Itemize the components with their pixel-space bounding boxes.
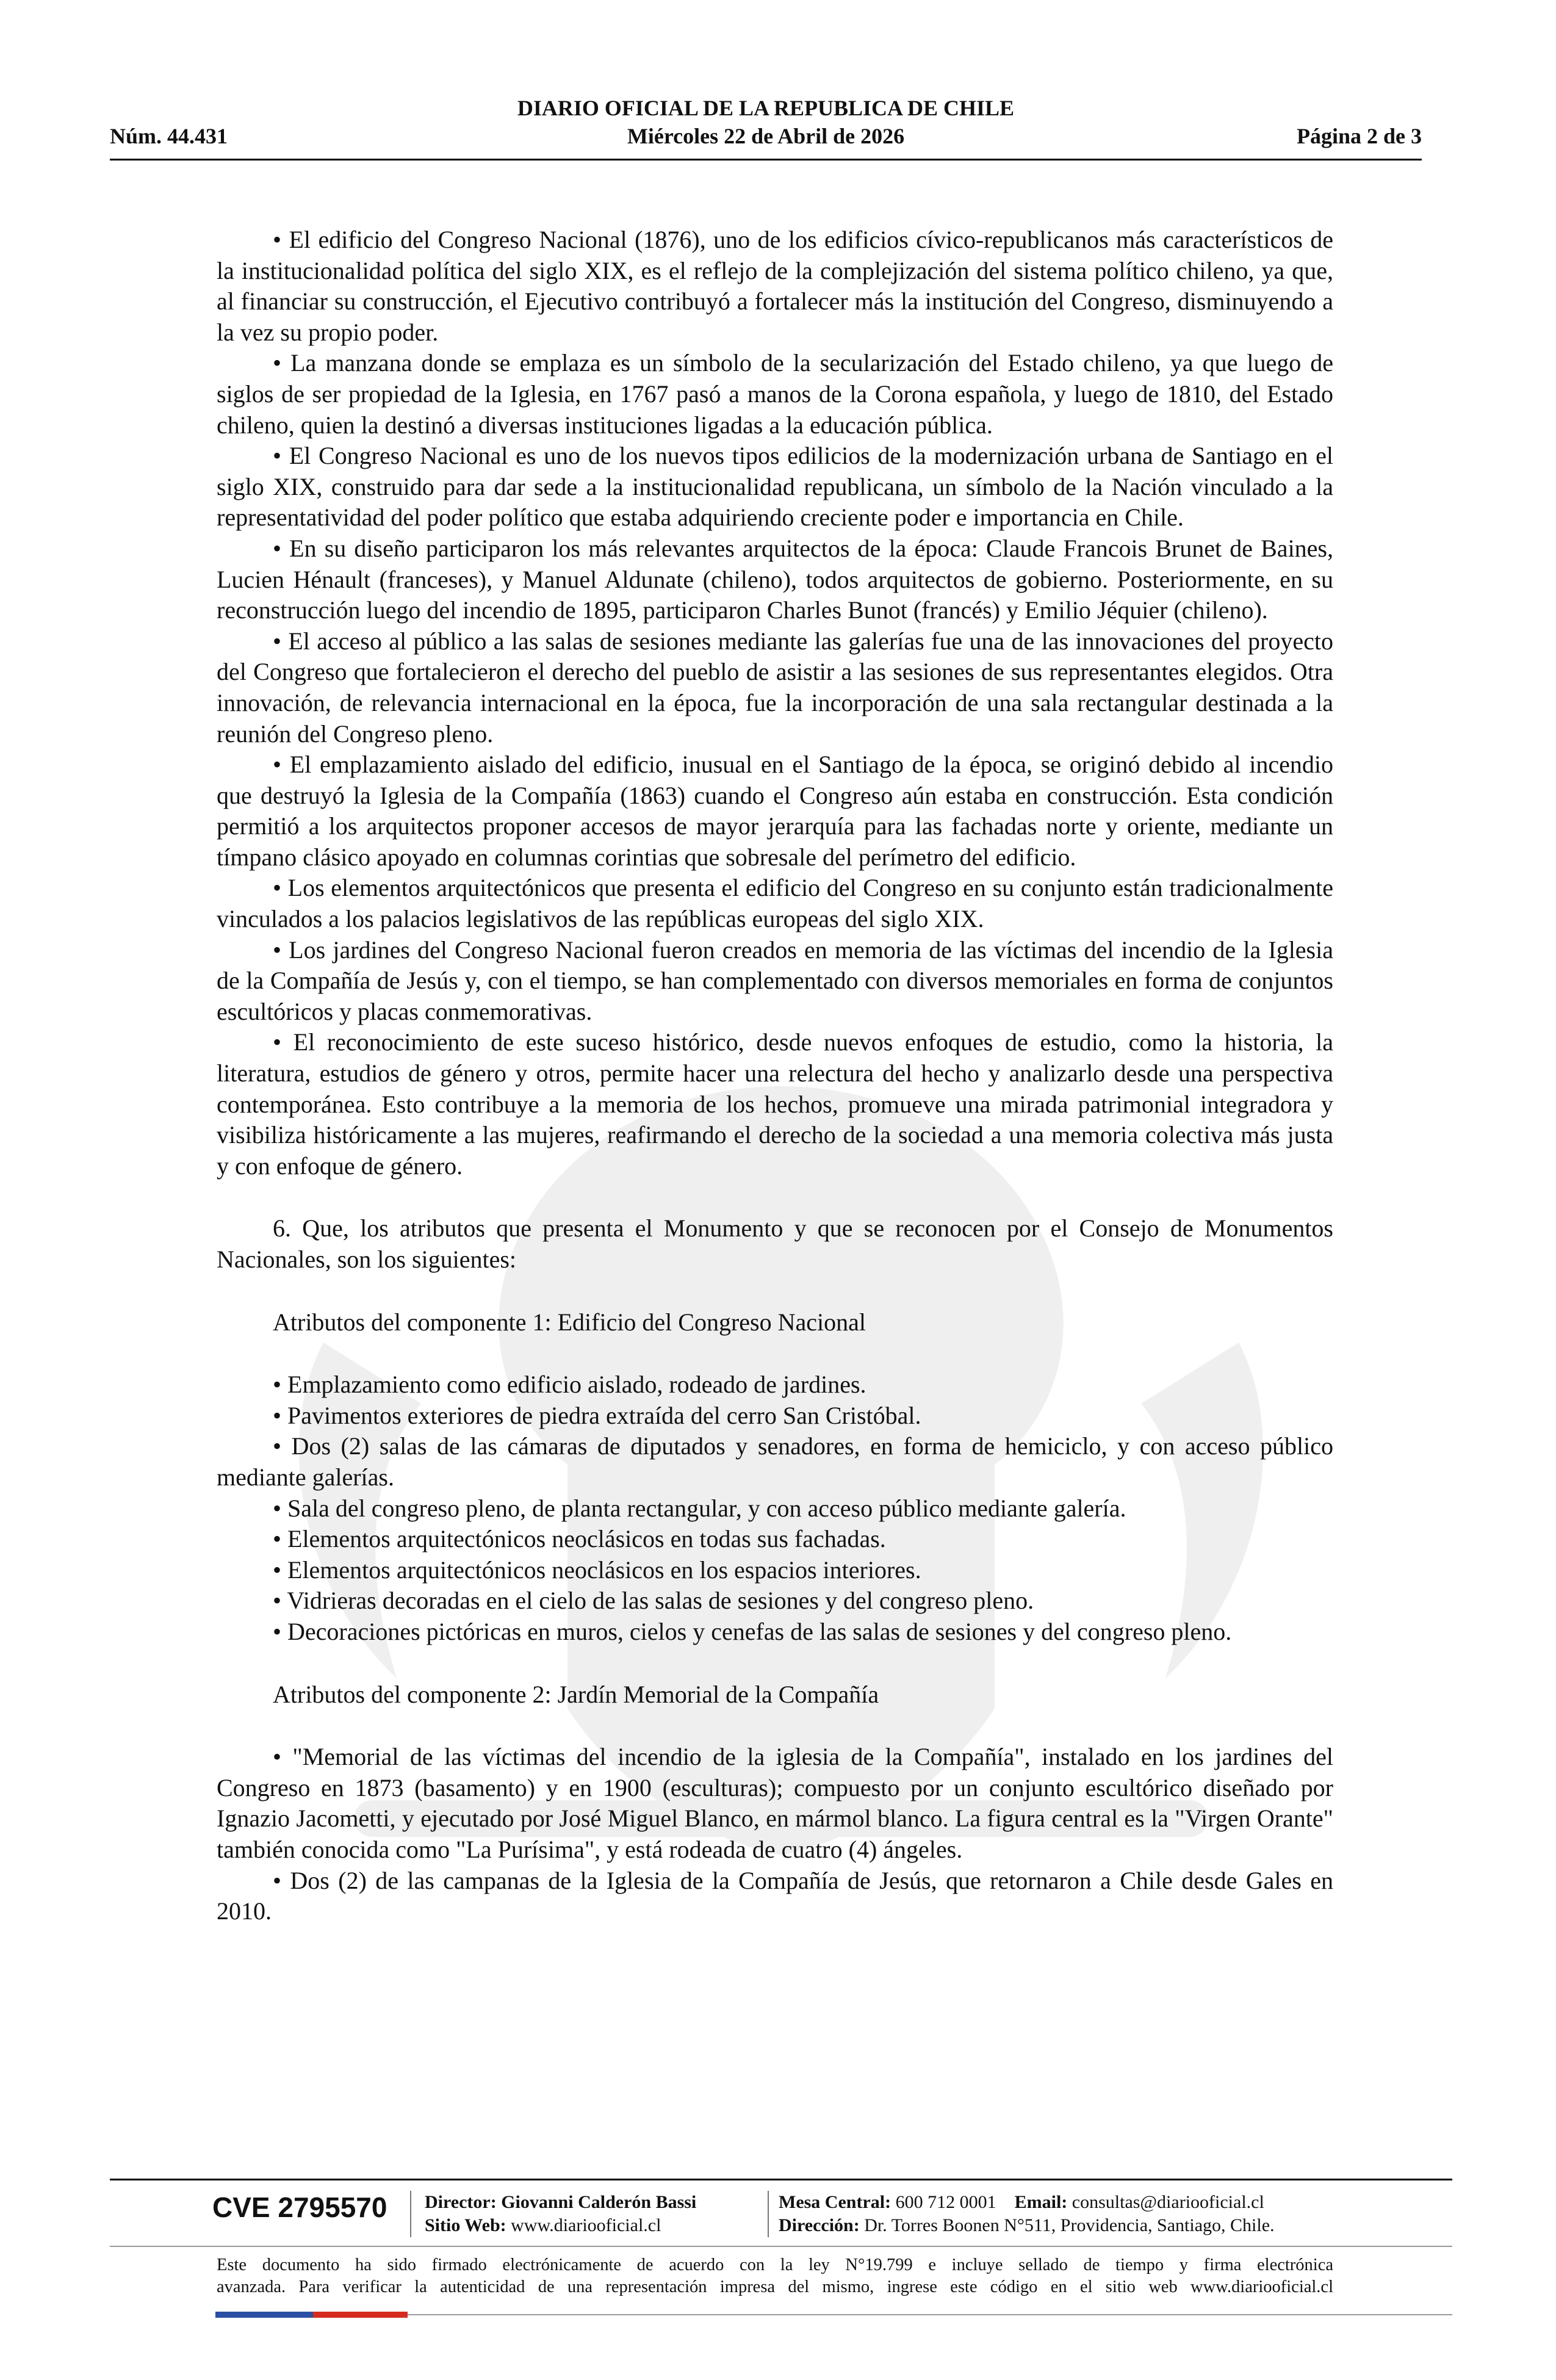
legal-line: Este documento ha sido firmado electrónicamente de acuerdo con la ley N°19.799 e incluye sellado de tiempo y firma electrónica (217, 2256, 1333, 2274)
address-label: Dirección: (779, 2215, 860, 2235)
paragraph: • En su diseño participaron los más relevantes arquitectos de la época: Claude Francois Brunet de Baines, Lucien Hénault (franceses), y Manuel Aldunate (chileno), todos arquitectos de gobierno. Posteriormente, en su reconstrucción luego del incendio de 1895, participaron Charles Bunot (francés) y Emilio Jéquier (chileno). (217, 534, 1333, 624)
list-item: • Emplazamiento como edificio aislado, rodeado de jardines. (273, 1371, 866, 1399)
flag-stripe-blue (215, 2312, 313, 2318)
list-item: • Dos (2) de las campanas de la Iglesia de la Compañía de Jesús, que retornaron a Chile desde Gales en 2010. (217, 1866, 1333, 1925)
footer-divider (110, 2246, 1452, 2247)
paragraph: • El edificio del Congreso Nacional (1876), uno de los edificios cívico-republicanos más característicos de la institucionalidad política del siglo XIX, es el reflejo de la complejización del sistema político chileno, ya que, al financiar su construcción, el Ejecutivo contribuyó a fortalecer más la institución del Congreso, disminuyendo a la vez su propio poder. (217, 226, 1333, 346)
paragraph: • Los elementos arquitectónicos que presenta el edificio del Congreso en su conjunto están tradicionalmente vinculados a los palacios legislativos de las repúblicas europeas del siglo XIX. (217, 874, 1333, 933)
page-header (110, 92, 1422, 160)
paragraph: • Los jardines del Congreso Nacional fueron creados en memoria de las víctimas del incendio de la Iglesia de la Compañía de Jesús y, con el tiempo, se han complementado con diversos memoriales en forma de conjuntos escultóricos y placas conmemorativas. (217, 936, 1333, 1025)
address-value: Dr. Torres Boonen N°511, Providencia, Santiago, Chile. (864, 2215, 1275, 2235)
flag-stripe-red (313, 2312, 408, 2318)
footer-director-block (425, 2191, 696, 2237)
list-item: • Vidrieras decoradas en el cielo de las salas de sesiones y del congreso pleno. (273, 1587, 1034, 1615)
footer-contact-block (779, 2191, 1275, 2237)
email-label: Email: (1014, 2192, 1068, 2212)
issue-number: Núm. 44.431 (110, 124, 228, 148)
list-item: • Dos (2) salas de las cámaras de diputados y senadores, en forma de hemiciclo, y con acceso público mediante galerías. (217, 1432, 1333, 1491)
footer-divider (110, 2179, 1452, 2180)
email-link[interactable]: consultas@diariooficial.cl (1072, 2192, 1264, 2212)
website-link[interactable]: www.diariooficial.cl (511, 2215, 661, 2235)
director-name: Giovanni Calderón Bassi (501, 2192, 697, 2212)
cve-code: CVE 2795570 (212, 2191, 387, 2223)
journal-title: DIARIO OFICIAL DE LA REPUBLICA DE CHILE (517, 96, 1015, 120)
paragraph: • El reconocimiento de este suceso histórico, desde nuevos enfoques de estudio, como la historia, la literatura, estudios de género y otros, permite hacer una relectura del hecho y analizarlo desde una perspectiva contemporánea. Esto contribuye a la memoria de los hechos, promueve una mirada patrimonial integradora y visibiliza históricamente a las mujeres, reafirmando el derecho de la sociedad a una memoria colectiva más justa y con enfoque de género. (217, 1028, 1333, 1180)
list-item: • Sala del congreso pleno, de planta rectangular, y con acceso público mediante galería. (273, 1494, 1126, 1522)
legal-notice (217, 2254, 1333, 2298)
mesa-central-label: Mesa Central: (779, 2192, 891, 2212)
list-item: • Decoraciones pictóricas en muros, cielos y cenefas de las salas de sesiones y del congreso pleno. (273, 1617, 1232, 1645)
website-label: Sitio Web: (425, 2215, 506, 2235)
document-body (217, 225, 1333, 1927)
paragraph: • El acceso al público a las salas de sesiones mediante las galerías fue una de las innovaciones del proyecto del Congreso que fortalecieron el derecho del pueblo de asistir a las sesiones de sus representantes elegidos. Otra innovación, de relevancia internacional en la época, fue la incorporación de una sala rectangular destinada a la reunión del Congreso pleno. (217, 627, 1333, 748)
list-item: • Elementos arquitectónicos neoclásicos en todas sus fachadas. (273, 1525, 886, 1553)
footer-column-divider (410, 2191, 411, 2237)
footer-divider (408, 2314, 1452, 2315)
component-1-heading: Atributos del componente 1: Edificio del Congreso Nacional (273, 1308, 866, 1336)
page-number: Página 2 de 3 (1296, 124, 1422, 148)
section-6-paragraph: 6. Que, los atributos que presenta el Monumento y que se reconocen por el Consejo de Monumentos Nacionales, son los siguientes: (217, 1214, 1333, 1273)
footer-column-divider (768, 2191, 769, 2237)
list-item: • Elementos arquitectónicos neoclásicos en los espacios interiores. (273, 1556, 921, 1584)
flag-stripe (215, 2312, 408, 2318)
component-2-heading: Atributos del componente 2: Jardín Memorial de la Compañía (273, 1680, 879, 1708)
paragraph: • El emplazamiento aislado del edificio, inusual en el Santiago de la época, se originó debido al incendio que destruyó la Iglesia de la Compañía (1863) cuando el Congreso aún estaba en construcción. Esta condición permitió a los arquitectos proponer accesos de mayor jerarquía para las fachadas norte y oriente, mediante un tímpano clásico apoyado en columnas corintias que sobresale del perímetro del edificio. (217, 751, 1333, 871)
list-item: • Pavimentos exteriores de piedra extraída del cerro San Cristóbal. (273, 1401, 921, 1429)
paragraph: • La manzana donde se emplaza es un símbolo de la secularización del Estado chileno, ya que luego de siglos de ser propiedad de la Iglesia, en 1767 pasó a manos de la Corona española, y luego de 1810, del Estado chileno, quien la destinó a diversas instituciones ligadas a la educación pública. (217, 349, 1333, 439)
issue-date: Miércoles 22 de Abril de 2026 (627, 124, 905, 148)
legal-line: avanzada. Para verificar la autenticidad de una representación impresa del mismo, ingrese este código en el sitio web www.diariooficial.cl (217, 2277, 1333, 2296)
list-item: • "Memorial de las víctimas del incendio de la iglesia de la Compañía", instalado en los jardines del Congreso en 1873 (basamento) y en 1900 (esculturas); compuesto por un conjunto escultórico diseñado por Ignazio Jacometti, y ejecutado por José Miguel Blanco, en mármol blanco. La figura central es la "Virgen Orante" también conocida como "La Purísima", y está rodeada de cuatro (4) ángeles. (217, 1743, 1333, 1863)
paragraph: • El Congreso Nacional es uno de los nuevos tipos edilicios de la modernización urbana de Santiago en el siglo XIX, construido para dar sede a la institucionalidad republicana, un símbolo de la Nación vinculado a la representatividad del poder político que estaba adquiriendo creciente poder e importancia en Chile. (217, 442, 1333, 532)
mesa-central-phone: 600 712 0001 (895, 2192, 996, 2212)
director-label: Director: (425, 2192, 497, 2212)
